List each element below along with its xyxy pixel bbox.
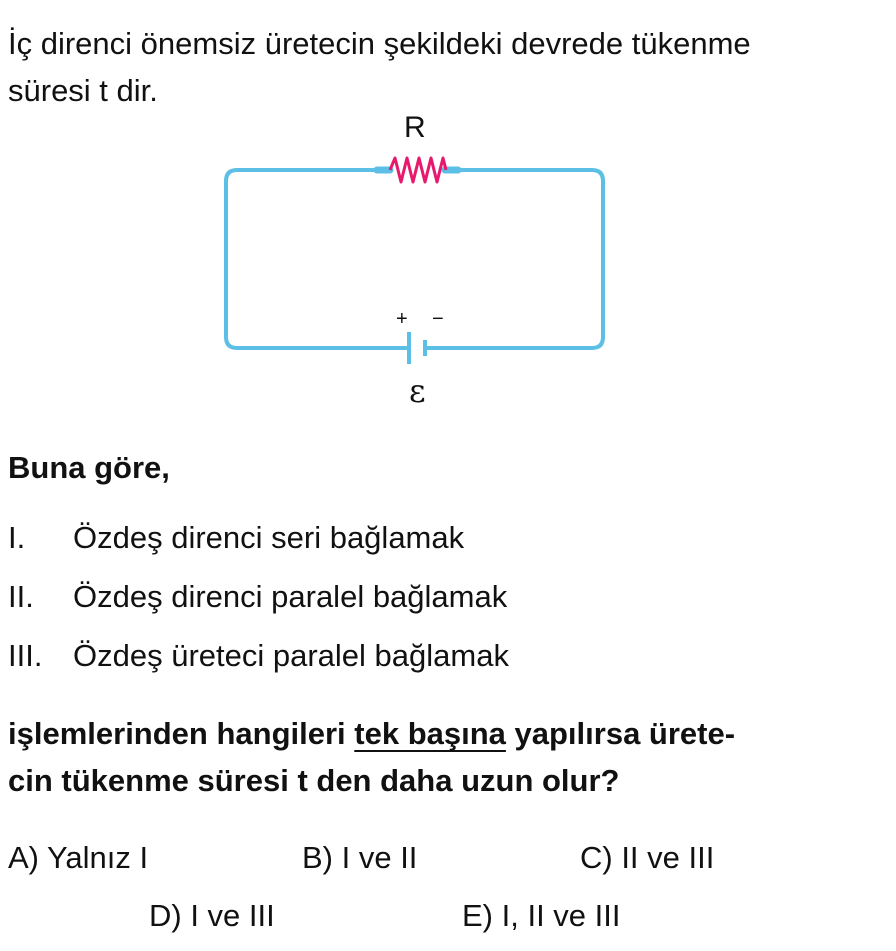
statement-text: Özdeş direnci paralel bağlamak bbox=[73, 579, 508, 614]
prompt-line-1 bbox=[8, 710, 878, 757]
emf-label: ε bbox=[409, 372, 426, 410]
intro-line-1: İç direnci önemsiz üretecin şekildeki devrede tükenme bbox=[8, 26, 751, 61]
circuit-diagram bbox=[0, 0, 896, 420]
option-a[interactable]: A) Yalnız I bbox=[8, 840, 149, 875]
minus-sign: − bbox=[432, 308, 444, 330]
statement-number: II. bbox=[8, 579, 34, 614]
circuit-wire-top-left bbox=[226, 170, 406, 348]
prompt-underlined: tek başına bbox=[354, 716, 506, 751]
option-d[interactable]: D) I ve III bbox=[149, 898, 275, 933]
question-prompt bbox=[8, 710, 878, 804]
lead-text: Buna göre, bbox=[8, 450, 170, 485]
prompt-line-2: cin tükenme süresi t den daha uzun olur? bbox=[8, 763, 620, 798]
option-c[interactable]: C) II ve III bbox=[580, 840, 715, 875]
resistor-label: R bbox=[404, 111, 426, 144]
prompt-text-part1: işlemlerinden hangileri bbox=[8, 716, 355, 751]
resistor-symbol bbox=[390, 158, 446, 182]
statement-2 bbox=[8, 579, 507, 615]
option-b[interactable]: B) I ve II bbox=[302, 840, 418, 875]
circuit-wire-right bbox=[425, 170, 603, 348]
statement-1 bbox=[8, 520, 464, 556]
statement-number: III. bbox=[8, 638, 43, 673]
statement-text: Özdeş üreteci paralel bağlamak bbox=[73, 638, 509, 673]
statement-3 bbox=[8, 638, 509, 674]
prompt-text-part2: yapılırsa ürete- bbox=[505, 716, 736, 751]
statement-text: Özdeş direnci seri bağlamak bbox=[73, 520, 465, 555]
plus-sign: + bbox=[396, 308, 408, 330]
intro-line-2: süresi t dir. bbox=[8, 73, 158, 108]
option-e[interactable]: E) I, II ve III bbox=[462, 898, 621, 933]
statement-number: I. bbox=[8, 520, 26, 555]
